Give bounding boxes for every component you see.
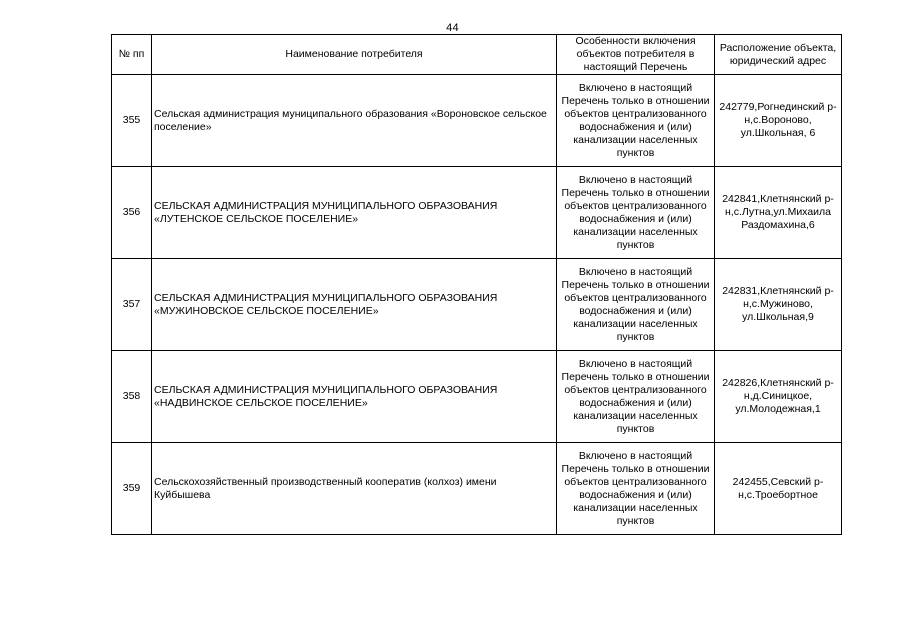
- object-address: 242831,Клетнянский р-н,с.Мужиново, ул.Школьная,9: [715, 259, 842, 351]
- consumer-name: СЕЛЬСКАЯ АДМИНИСТРАЦИЯ МУНИЦИПАЛЬНОГО ОБРАЗОВАНИЯ «НАДВИНСКОЕ СЕЛЬСКОЕ ПОСЕЛЕНИЕ»: [152, 351, 557, 443]
- table-row: [112, 351, 842, 443]
- row-number: 359: [112, 443, 152, 535]
- consumer-name: СЕЛЬСКАЯ АДМИНИСТРАЦИЯ МУНИЦИПАЛЬНОГО ОБРАЗОВАНИЯ «ЛУТЕНСКОЕ СЕЛЬСКОЕ ПОСЕЛЕНИЕ»: [152, 167, 557, 259]
- consumers-table: [111, 34, 842, 535]
- row-number: 357: [112, 259, 152, 351]
- object-address: 242779,Рогнединский р-н,с.Вороново, ул.Школьная, 6: [715, 75, 842, 167]
- object-address: 242455,Севский р-н,с.Троебортное: [715, 443, 842, 535]
- table-row: [112, 75, 842, 167]
- row-number: 358: [112, 351, 152, 443]
- inclusion-feature: Включено в настоящий Перечень только в отношении объектов централизованного водоснабжения и (или) канализации населенных пунктов: [557, 351, 715, 443]
- object-address: 242841,Клетнянский р-н,с.Лутна,ул.Михаила Раздомахина,6: [715, 167, 842, 259]
- table-row: [112, 259, 842, 351]
- page-number: 44: [446, 22, 459, 34]
- table-header-row: [112, 35, 842, 75]
- table-row: [112, 167, 842, 259]
- header-inclusion-features: Особенности включения объектов потребителя в настоящий Перечень: [557, 35, 715, 75]
- object-address: 242826,Клетнянский р-н,д.Синицкое, ул.Молодежная,1: [715, 351, 842, 443]
- header-consumer-name: Наименование потребителя: [152, 35, 557, 75]
- inclusion-feature: Включено в настоящий Перечень только в отношении объектов централизованного водоснабжения и (или) канализации населенных пунктов: [557, 167, 715, 259]
- row-number: 356: [112, 167, 152, 259]
- header-number: № пп: [112, 35, 152, 75]
- inclusion-feature: Включено в настоящий Перечень только в отношении объектов централизованного водоснабжения и (или) канализации населенных пунктов: [557, 259, 715, 351]
- row-number: 355: [112, 75, 152, 167]
- inclusion-feature: Включено в настоящий Перечень только в отношении объектов централизованного водоснабжения и (или) канализации населенных пунктов: [557, 443, 715, 535]
- consumer-name: Сельскохозяйственный производственный кооператив (колхоз) имени Куйбышева: [152, 443, 557, 535]
- table-row: [112, 443, 842, 535]
- inclusion-feature: Включено в настоящий Перечень только в отношении объектов централизованного водоснабжения и (или) канализации населенных пунктов: [557, 75, 715, 167]
- consumer-name: Сельская администрация муниципального образования «Вороновское сельское поселение»: [152, 75, 557, 167]
- header-address: Расположение объекта, юридический адрес: [715, 35, 842, 75]
- consumer-name: СЕЛЬСКАЯ АДМИНИСТРАЦИЯ МУНИЦИПАЛЬНОГО ОБРАЗОВАНИЯ «МУЖИНОВСКОЕ СЕЛЬСКОЕ ПОСЕЛЕНИЕ»: [152, 259, 557, 351]
